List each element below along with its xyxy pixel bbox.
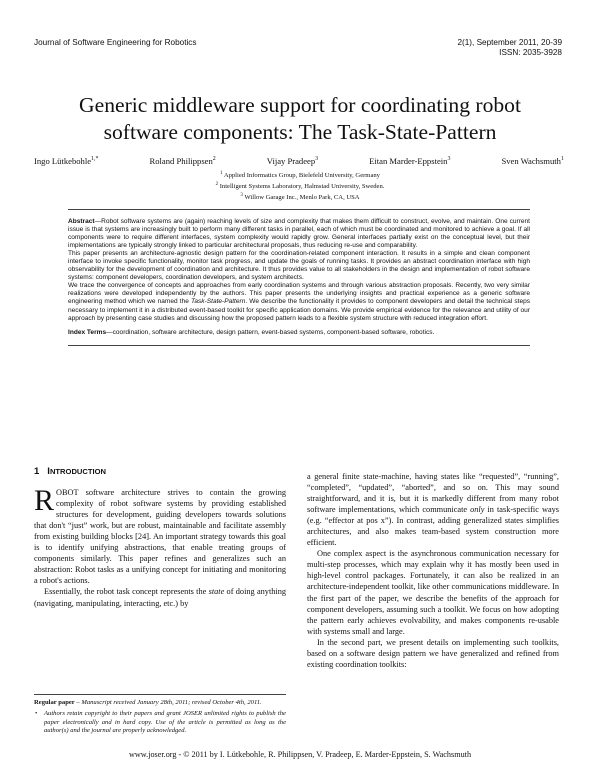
issue-line: 2(1), September 2011, 20-39 — [457, 38, 562, 47]
abstract-paragraph: Abstract—Robot software systems are (again) reaching levels of size and complexity that makes them difficult to construct, evolve, and maintain. One current issue is that systems are increasingly built to perform many different tasks in parallel, each of which must be coordinated and monitored to achieve a goal. If all components were to require different interfaces, system complexity would rapidly grow. General interfaces partially exist on the conceptual level, but their implementations are typically strongly linked to particular architectural proposals, thus reducing re-use and comparability. — [68, 218, 530, 250]
abstract-paragraph: This paper presents an architecture-agnostic design pattern for the coordination-related component interaction. It results in a simple and clean component interface to invoke specific functionality, monitor task progress, and update the goals of running tasks. It provides an abstract coordination interface with high observability for the development of coordination and architecture. It thus provides value to all stakeholders in the design and implementation of robot software systems: component developers, coordination developers, and system architects. — [68, 250, 530, 282]
affiliation: $^3$ Willow Garage Inc., Menlo Park, CA, USA — [240, 192, 360, 201]
footnotes — [34, 694, 286, 736]
author: Ingo Lütkebohle$^{1,*}$ — [34, 156, 99, 166]
body-paragraph: One complex aspect is the asynchronous communication necessary for multi-step processes, which may explain why it has mostly been used in high-level control packages. Fortunately, it can also be realized in an architecture-independent toolkit, like other communications middleware. In the first part of the paper, we describe the benefits of the approach for component developers, assuming such a toolkit. We focus on how adopting the pattern early achieves evolvability, and makes components re-usable with systems small and large. — [307, 549, 559, 636]
journal-name: Journal of Software Engineering for Robotics — [34, 38, 197, 47]
author: Roland Philippsen$^2$ — [149, 156, 216, 166]
author: Sven Wachsmuth$^1$ — [501, 156, 564, 166]
author: Vijay Pradeep$^3$ — [266, 156, 319, 166]
abstract — [68, 209, 530, 346]
right-column — [307, 471, 559, 670]
drop-cap: R — [34, 484, 55, 518]
body-paragraph: In the second part, we present details on implementing such toolkits, based on a software design pattern we have generalized and refined from existing coordination toolkits: — [307, 637, 559, 669]
section-heading: 1 INTRODUCTION — [34, 466, 107, 477]
affiliation: $^2$ Intelligent Systems Laboratory, Halmstad University, Sweden. — [215, 181, 385, 190]
body-paragraph: Essentially, the robot task concept represents the state of doing anything (navigating, manipulating, interacting, etc.) by — [34, 587, 286, 608]
abstract-paragraph: We trace the convergence of concepts and approaches from early coordination systems and through various abstraction proposals. Recently, two very similar realizations were developed independently by the authors. This paper presents the underlying insights and practical experience as a generic software engineering method which we named the Task-State-Pattern. We describe the functionality it provides to component developers and detail the technical steps necessary to implement it in a distributed event-based toolkit for specific application domains. We provide empirical evidence for the relevance and utility of our approach by presenting case studies and discussing how the proposed pattern leads to a flexible system structure with reduced integration effort. — [68, 282, 531, 322]
title-line-1: Generic middleware support for coordinating robot — [79, 93, 521, 117]
author: Eitan Marder-Eppstein$^3$ — [369, 156, 451, 166]
body-paragraph: ROBOT software architecture strives to contain the growing complexity of robot software systems by providing established structures for development, guiding developers towards solutions that don't “just” work, but are robust, maintainable and facilitate assembly from existing building blocks [24]. An important strategy towards this goal is to identify unifying abstractions, that enable treating groups of components similarly. This paper refines and generalizes such an abstraction: Robot tasks as a unifying concept for initiating and monitoring a robot's actions. — [34, 484, 286, 586]
paper-title — [0, 92, 600, 146]
index-terms: Index Terms—coordination, software architecture, design pattern, event-based systems, component-based software, robotics. — [68, 328, 435, 336]
manuscript-note: Regular paper – Manuscript received January 28th, 2011; revised October 4th, 2011. — [34, 699, 262, 706]
title-line-2: software components: The Task-State-Pattern — [103, 120, 497, 144]
issue-info — [457, 38, 562, 58]
affiliation: $^1$ Applied Informatics Group, Bielefeld University, Germany — [220, 171, 380, 180]
body-paragraph: a general finite state-machine, having states like “requested”, “running”, “completed”, “updated”, “aborted”, and so on. This may sound straightforward, and it is, but it is markedly different from many robot software implementations, which communicate only in task-specific ways (e.g. “effector at pos x”). In contrast, adding generalized states simplifies architectures, and also makes team-based system construction more efficient. — [307, 472, 560, 548]
page-footer: www.joser.org - © 2011 by I. Lütkebohle, R. Philippsen, V. Pradeep, E. Marder-Eppstein, S. Wachsmuth — [128, 750, 472, 759]
author-list — [34, 156, 564, 166]
affiliation-list — [0, 170, 600, 202]
left-column — [34, 466, 286, 609]
rights-note: • Authors retain copyright to their papers and grant JOSER unlimited rights to publish the paper electronically and in hard copy. Use of the article is permitted as long as the author(s) and the journal are properly acknowledged. — [35, 710, 286, 735]
issn-line: ISSN: 2035-3928 — [499, 48, 562, 57]
